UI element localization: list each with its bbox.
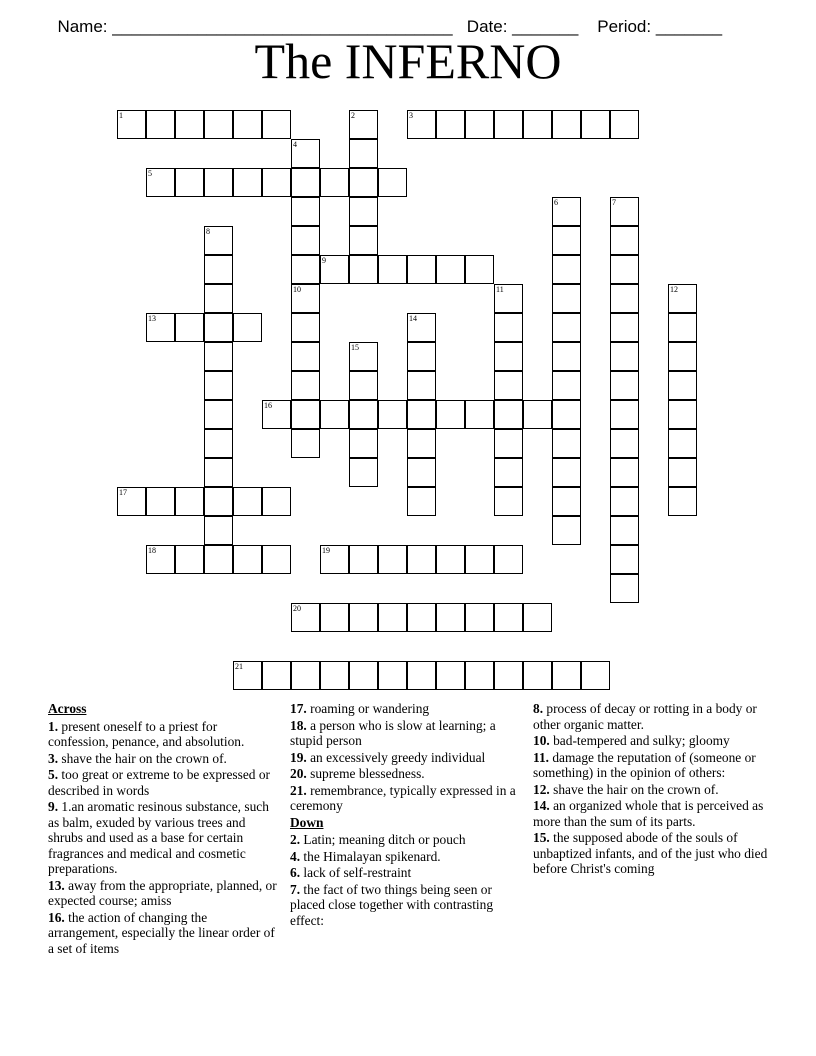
grid-cell[interactable] [204, 545, 233, 574]
grid-cell[interactable] [668, 284, 697, 313]
grid-cell[interactable] [523, 661, 552, 690]
grid-cell[interactable] [436, 400, 465, 429]
grid-cell[interactable] [610, 400, 639, 429]
clue-across-5: 5. too great or extreme to be expressed or described in words [48, 767, 270, 798]
grid-cell[interactable] [494, 371, 523, 400]
grid-cell[interactable] [436, 661, 465, 690]
name-field[interactable]: Name: ____________________________________ [57, 17, 453, 36]
grid-cell[interactable] [552, 197, 581, 226]
clues-column-2 [290, 701, 520, 929]
clue-number: 19 [322, 546, 330, 555]
grid-cell[interactable] [465, 545, 494, 574]
grid-cell[interactable] [349, 545, 378, 574]
grid-cell[interactable] [320, 545, 349, 574]
grid-cell[interactable] [668, 313, 697, 342]
grid-cell[interactable] [204, 255, 233, 284]
grid-cell[interactable] [581, 110, 610, 139]
clue-down-12: 12. shave the hair on the crown of. [533, 781, 719, 797]
clue-across-18: 18. a person who is slow at learning; a stupid person [290, 717, 496, 748]
grid-cell[interactable] [668, 429, 697, 458]
grid-cell[interactable] [610, 226, 639, 255]
grid-cell[interactable] [262, 487, 291, 516]
grid-cell[interactable] [291, 603, 320, 632]
grid-cell[interactable] [523, 110, 552, 139]
page-title: The INFERNO [254, 33, 562, 89]
grid-cell[interactable] [117, 110, 146, 139]
grid-cell[interactable] [349, 400, 378, 429]
clue-down-2: 2. Latin; meaning ditch or pouch [290, 832, 466, 847]
grid-cell[interactable] [320, 603, 349, 632]
grid-cell[interactable] [204, 313, 233, 342]
clues-column-1 [48, 701, 280, 957]
clue-number: 18 [148, 546, 156, 555]
clue-number: 3 [409, 111, 413, 120]
grid-cell[interactable] [378, 168, 407, 197]
grid-cell[interactable] [204, 516, 233, 545]
grid-cell[interactable] [262, 110, 291, 139]
clue-number: 12 [670, 285, 678, 294]
grid-cell[interactable] [262, 168, 291, 197]
grid-cell[interactable] [407, 110, 436, 139]
clue-down-11: 11. damage the reputation of (someone or something) in the opinion of others: [533, 749, 756, 780]
grid-cell[interactable] [349, 255, 378, 284]
grid-cell[interactable] [204, 226, 233, 255]
grid-cell[interactable] [349, 139, 378, 168]
grid-cell[interactable] [581, 661, 610, 690]
clue-number: 15 [351, 343, 359, 352]
grid-cell[interactable] [668, 371, 697, 400]
grid-cell[interactable] [204, 487, 233, 516]
clue-number: 5 [148, 169, 152, 178]
clue-across-1: 1. present oneself to a priest for confession, penance, and absolution. [48, 718, 245, 749]
date-field[interactable]: Date: _______ [466, 17, 579, 36]
grid-cell[interactable] [494, 487, 523, 516]
grid-cell[interactable] [668, 400, 697, 429]
clue-number: 2 [351, 111, 355, 120]
grid-cell[interactable] [146, 168, 175, 197]
grid-cell[interactable] [175, 168, 204, 197]
grid-cell[interactable] [233, 661, 262, 690]
grid-cell[interactable] [378, 545, 407, 574]
grid-cell[interactable] [204, 342, 233, 371]
grid-cell[interactable] [523, 603, 552, 632]
period-field[interactable]: Period: _______ [597, 17, 723, 36]
grid-cell[interactable] [146, 313, 175, 342]
clue-number: 10 [293, 285, 301, 294]
grid-cell[interactable] [233, 545, 262, 574]
grid-cell[interactable] [262, 545, 291, 574]
clue-number: 1 [119, 111, 123, 120]
clue-number: 20 [293, 604, 301, 613]
grid-cell[interactable] [349, 110, 378, 139]
grid-cell[interactable] [407, 255, 436, 284]
clue-number: 7 [612, 198, 616, 207]
grid-cell[interactable] [668, 487, 697, 516]
grid-cell[interactable] [610, 255, 639, 284]
grid-cell[interactable] [407, 458, 436, 487]
clue-down-8: 8. process of decay or rotting in a body or other organic matter. [533, 701, 757, 732]
grid-cell[interactable] [378, 603, 407, 632]
grid-cell[interactable] [349, 168, 378, 197]
grid-cell[interactable] [494, 661, 523, 690]
clue-across-21: 21. remembrance, typically expressed in a ceremony [290, 782, 516, 813]
clue-across-9: 9. 1.an aromatic resinous substance, such as balm, exuded by various trees and shrubs and used as a base for certain fragrances and medical and cosmetic preparations. [48, 799, 269, 876]
grid-cell[interactable] [552, 255, 581, 284]
grid-cell[interactable] [204, 429, 233, 458]
grid-cell[interactable] [349, 197, 378, 226]
grid-cell[interactable] [291, 400, 320, 429]
grid-cell[interactable] [407, 429, 436, 458]
grid-cell[interactable] [291, 255, 320, 284]
grid-cell[interactable] [349, 458, 378, 487]
grid-cell[interactable] [349, 371, 378, 400]
clue-number: 14 [409, 314, 417, 323]
clue-number: 6 [554, 198, 558, 207]
grid-cell[interactable] [610, 574, 639, 603]
grid-cell[interactable] [494, 603, 523, 632]
grid-cell[interactable] [349, 226, 378, 255]
grid-cell[interactable] [610, 342, 639, 371]
grid-cell[interactable] [436, 545, 465, 574]
clue-down-15: 15. the supposed abode of the souls of unbaptized infants, and of the just who died before Christ's coming [533, 830, 768, 876]
grid-cell[interactable] [552, 371, 581, 400]
grid-cell[interactable] [233, 313, 262, 342]
grid-cell[interactable] [204, 110, 233, 139]
grid-cell[interactable] [204, 458, 233, 487]
grid-cell[interactable] [494, 429, 523, 458]
grid-cell[interactable] [407, 313, 436, 342]
clue-number: 11 [496, 285, 504, 294]
grid-cell[interactable] [146, 487, 175, 516]
clue-down-10: 10. bad-tempered and sulky; gloomy [533, 733, 730, 748]
grid-cell[interactable] [668, 342, 697, 371]
grid-cell[interactable] [349, 661, 378, 690]
grid-cell[interactable] [320, 168, 349, 197]
grid-cell[interactable] [291, 284, 320, 313]
grid-cell[interactable] [610, 458, 639, 487]
grid-cell[interactable] [349, 603, 378, 632]
grid-cell[interactable] [407, 545, 436, 574]
grid-cell[interactable] [291, 313, 320, 342]
grid-cell[interactable] [465, 661, 494, 690]
grid-cell[interactable] [436, 255, 465, 284]
grid-cell[interactable] [291, 371, 320, 400]
grid-cell[interactable] [233, 110, 262, 139]
grid-cell[interactable] [552, 400, 581, 429]
grid-cell[interactable] [552, 429, 581, 458]
grid-cell[interactable] [320, 400, 349, 429]
clue-down-14: 14. an organized whole that is perceived as more than the sum of its parts. [533, 798, 764, 829]
clue-down-7: 7. the fact of two things being seen or placed close together with contrasting effect: [290, 881, 494, 928]
grid-cell[interactable] [233, 168, 262, 197]
grid-cell[interactable] [175, 313, 204, 342]
grid-cell[interactable] [610, 197, 639, 226]
grid-cell[interactable] [610, 110, 639, 139]
grid-cell[interactable] [175, 110, 204, 139]
grid-cell[interactable] [552, 110, 581, 139]
clue-number: 21 [235, 662, 243, 671]
grid-cell[interactable] [117, 487, 146, 516]
grid-cell[interactable] [146, 110, 175, 139]
grid-cell[interactable] [349, 429, 378, 458]
across-heading: Across [48, 701, 87, 716]
grid-cell[interactable] [233, 487, 262, 516]
grid-cell[interactable] [204, 400, 233, 429]
grid-cell[interactable] [320, 255, 349, 284]
grid-cell[interactable] [291, 342, 320, 371]
grid-cell[interactable] [465, 255, 494, 284]
grid-cell[interactable] [291, 168, 320, 197]
grid-cell[interactable] [610, 284, 639, 313]
grid-cell[interactable] [494, 458, 523, 487]
grid-cell[interactable] [465, 603, 494, 632]
grid-cell[interactable] [407, 400, 436, 429]
clues-column-3 [533, 701, 773, 878]
grid-cell[interactable] [610, 429, 639, 458]
grid-cell[interactable] [204, 284, 233, 313]
grid-cell[interactable] [494, 342, 523, 371]
grid-cell[interactable] [378, 255, 407, 284]
grid-cell[interactable] [436, 110, 465, 139]
grid-cell[interactable] [610, 545, 639, 574]
grid-cell[interactable] [204, 168, 233, 197]
clue-across-16: 16. the action of changing the arrangement, especially the linear order of a set of items [48, 909, 275, 956]
grid-cell[interactable] [494, 313, 523, 342]
grid-cell[interactable] [291, 429, 320, 458]
grid-cell[interactable] [378, 400, 407, 429]
grid-cell[interactable] [610, 487, 639, 516]
grid-cell[interactable] [552, 284, 581, 313]
grid-cell[interactable] [407, 342, 436, 371]
grid-cell[interactable] [465, 110, 494, 139]
grid-cell[interactable] [291, 139, 320, 168]
clue-across-19: 19. an excessively greedy individual [290, 749, 486, 765]
grid-cell[interactable] [523, 400, 552, 429]
clue-across-3: 3. shave the hair on the crown of. [48, 750, 227, 766]
grid-cell[interactable] [552, 313, 581, 342]
clue-across-20: 20. supreme blessedness. [290, 766, 425, 781]
grid-cell[interactable] [465, 400, 494, 429]
grid-cell[interactable] [552, 661, 581, 690]
grid-cell[interactable] [552, 487, 581, 516]
clue-number: 13 [148, 314, 156, 323]
clue-number: 16 [264, 401, 272, 410]
grid-cell[interactable] [494, 284, 523, 313]
grid-cell[interactable] [320, 661, 349, 690]
clue-down-4: 4. the Himalayan spikenard. [290, 848, 441, 864]
grid-cell[interactable] [262, 661, 291, 690]
grid-cell[interactable] [494, 400, 523, 429]
down-heading: Down [290, 814, 324, 830]
clue-number: 4 [293, 140, 297, 149]
grid-cell[interactable] [146, 545, 175, 574]
clue-down-6: 6. lack of self-restraint [290, 865, 412, 880]
grid-cell[interactable] [407, 487, 436, 516]
grid-cell[interactable] [668, 458, 697, 487]
clue-number: 9 [322, 256, 326, 265]
grid-cell[interactable] [175, 545, 204, 574]
grid-cell[interactable] [291, 197, 320, 226]
grid-cell[interactable] [610, 516, 639, 545]
grid-cell[interactable] [610, 371, 639, 400]
clue-number: 8 [206, 227, 210, 236]
grid-cell[interactable] [494, 110, 523, 139]
grid-cell[interactable] [378, 661, 407, 690]
clue-number: 17 [119, 488, 127, 497]
clue-across-13: 13. away from the appropriate, planned, or expected course; amiss [48, 877, 277, 908]
grid-cell[interactable] [262, 400, 291, 429]
grid-cell[interactable] [552, 342, 581, 371]
grid-cell[interactable] [552, 458, 581, 487]
grid-cell[interactable] [407, 603, 436, 632]
grid-cell[interactable] [407, 661, 436, 690]
grid-cell[interactable] [349, 342, 378, 371]
grid-cell[interactable] [175, 487, 204, 516]
grid-cell[interactable] [436, 603, 465, 632]
grid-cell[interactable] [552, 226, 581, 255]
clue-across-17: 17. roaming or wandering [290, 701, 430, 716]
grid-cell[interactable] [552, 516, 581, 545]
grid-cell[interactable] [204, 371, 233, 400]
grid-cell[interactable] [494, 545, 523, 574]
grid-cell[interactable] [407, 371, 436, 400]
grid-cell[interactable] [291, 661, 320, 690]
grid-cell[interactable] [291, 226, 320, 255]
grid-cell[interactable] [610, 313, 639, 342]
